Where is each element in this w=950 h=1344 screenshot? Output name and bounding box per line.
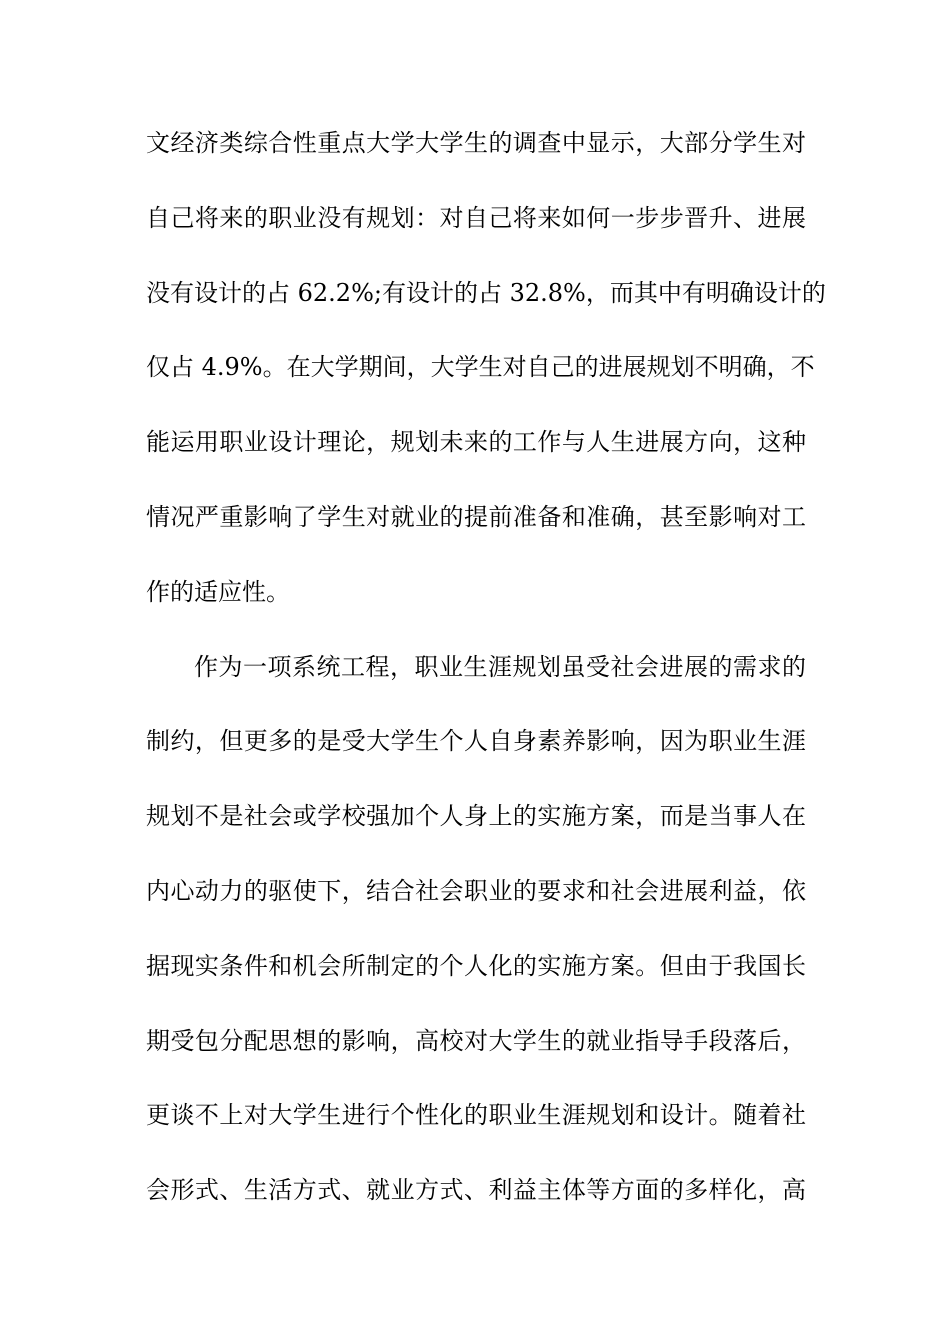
text-line: 规划不是社会或学校强加个人身上的实施方案，而是当事人在 bbox=[146, 802, 806, 831]
text-line: 没有设计的占 62.2%;有设计的占 32.8%，而其中有明确设计的 bbox=[146, 278, 826, 307]
text-line: 制约，但更多的是受大学生个人自身素养影响，因为职业生涯 bbox=[146, 727, 806, 756]
text-line: 作的适应性。 bbox=[146, 577, 290, 606]
text-line: 期受包分配思想的影响，高校对大学生的就业指导手段落后， bbox=[146, 1026, 806, 1055]
text-line: 会形式、生活方式、就业方式、利益主体等方面的多样化，高 bbox=[146, 1176, 806, 1205]
text-line: 情况严重影响了学生对就业的提前准备和准确，甚至影响对工 bbox=[146, 502, 806, 531]
text-line: 据现实条件和机会所制定的个人化的实施方案。但由于我国长 bbox=[146, 951, 806, 980]
text-line: 自己将来的职业没有规划：对自己将来如何一步步晋升、进展 bbox=[146, 203, 806, 232]
text-line: 仅占 4.9%。在大学期间，大学生对自己的进展规划不明确，不 bbox=[146, 353, 815, 382]
text-line: 作为一项系统工程，职业生涯规划虽受社会进展的需求的 bbox=[194, 652, 806, 681]
body-text bbox=[146, 129, 826, 1253]
text-line: 内心动力的驱使下，结合社会职业的要求和社会进展利益，依 bbox=[146, 876, 806, 905]
text-line: 文经济类综合性重点大学大学生的调查中显示，大部分学生对 bbox=[146, 129, 806, 157]
text-line: 更谈不上对大学生进行个性化的职业生涯规划和设计。随着社 bbox=[146, 1101, 806, 1130]
text-line: 能运用职业设计理论，规划未来的工作与人生进展方向，这种 bbox=[146, 428, 806, 457]
